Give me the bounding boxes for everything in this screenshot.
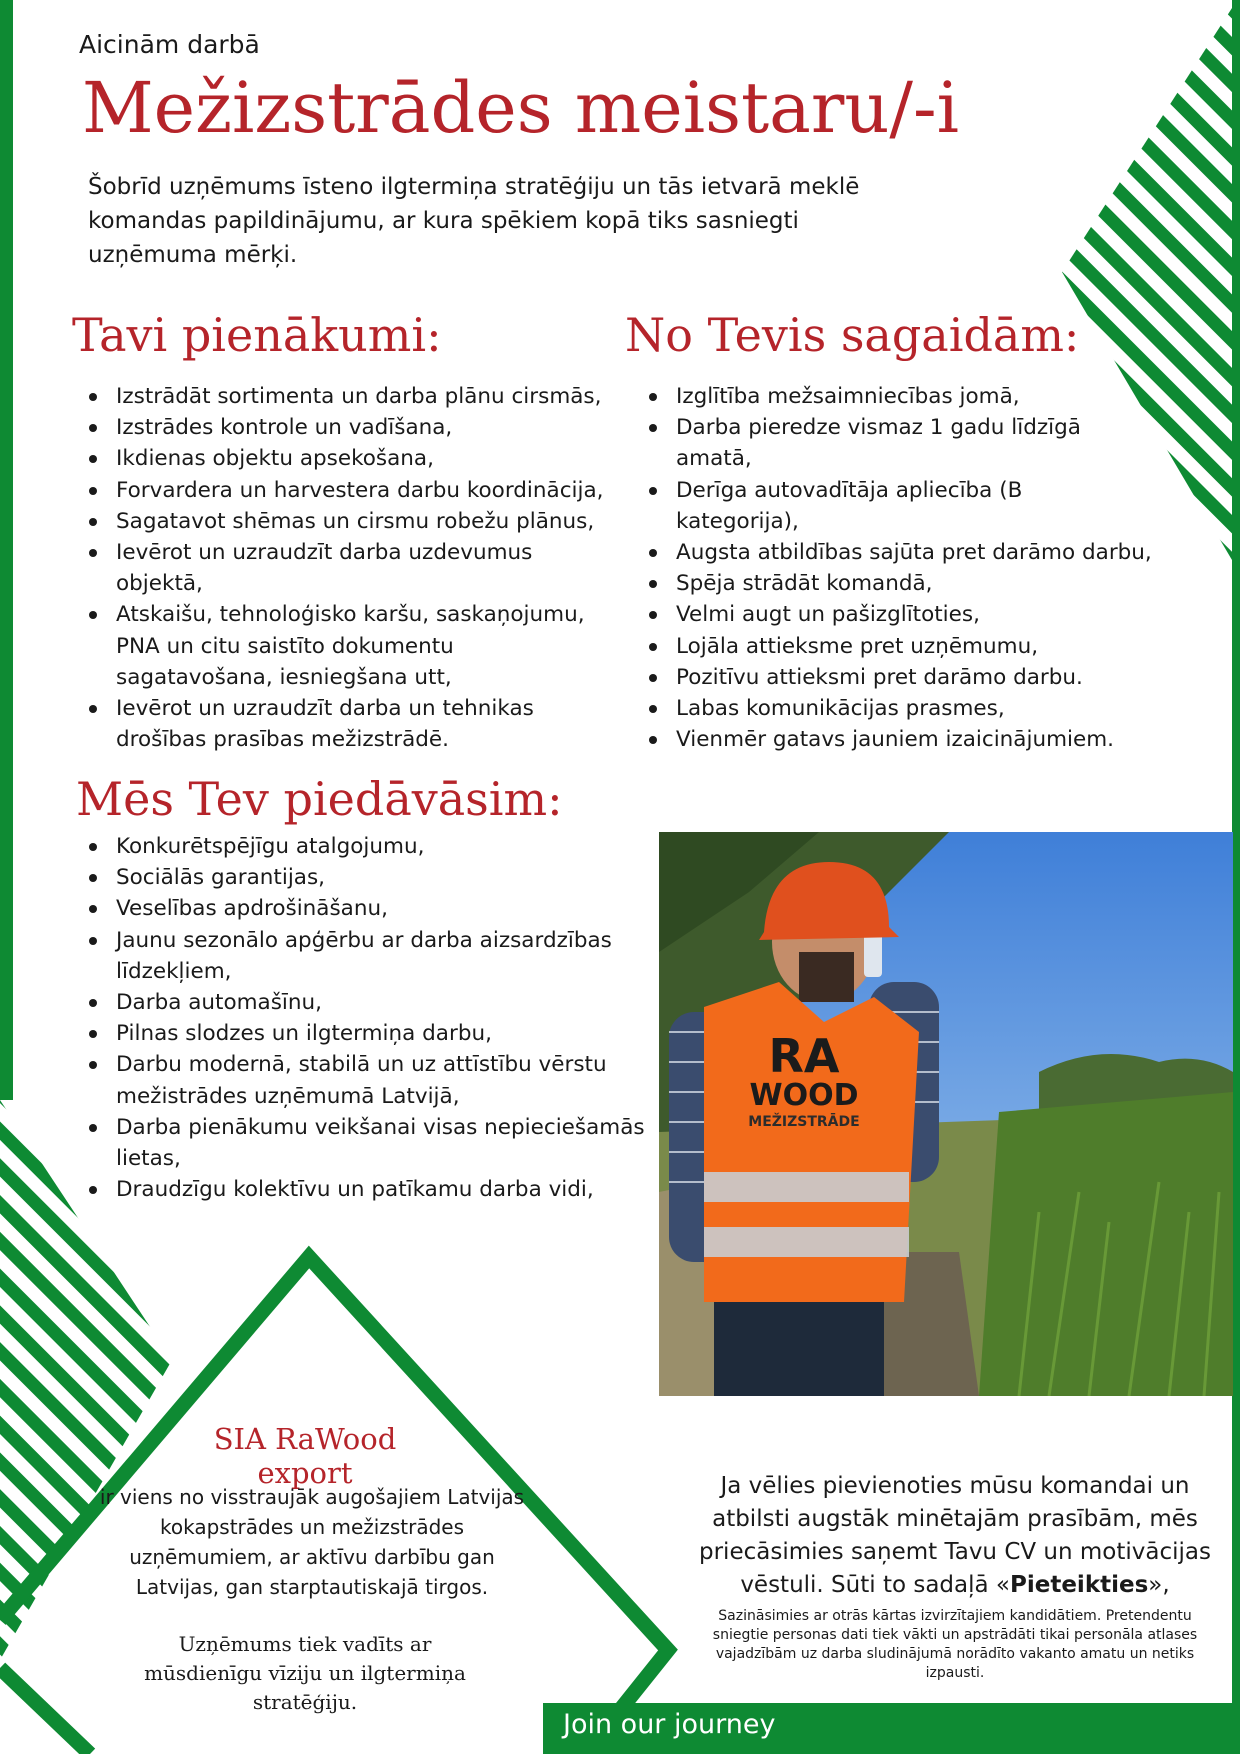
cta-text-before: Ja vēlies pievienoties mūsu komandai un atbilsti augstāk minētajām prasībām, mēs priecāsimies saņemt Tavu CV un motivācijas vēstuli. Sūti to sadaļā « <box>699 1473 1211 1598</box>
offer-item: Konkurētspējīgu atalgojumu, <box>94 831 652 862</box>
offer-item: Darba pienākumu veikšanai visas nepieciešamās lietas, <box>94 1112 652 1174</box>
requirement-item: Izglītība mežsaimniecības jomā, <box>654 381 1152 412</box>
company-name: SIA RaWood export <box>213 1422 397 1490</box>
requirement-item: Pozitīvu attieksmi pret darāmo darbu. <box>654 662 1152 693</box>
requirement-item: Darba pieredze vismaz 1 gadu līdzīgā amatā, <box>654 412 1152 474</box>
offer-item: Darbu modernā, stabilā un uz attīstību vērstu mežistrādes uzņēmumā Latvijā, <box>94 1049 652 1111</box>
page-title: Mežizstrādes meistaru/-i <box>82 67 960 149</box>
requirement-item: Spēja strādāt komandā, <box>654 568 1152 599</box>
duty-item: Izstrādes kontrole un vadīšana, <box>94 412 612 443</box>
requirement-item: Augsta atbildības sajūta pret darāmo darbu, <box>654 537 1152 568</box>
duties-heading: Tavi pienākumi: <box>72 308 442 362</box>
duty-item: Ievērot un uzraudzīt darba uzdevumus objektā, <box>94 537 612 599</box>
requirement-item: Lojāla attieksme pret uzņēmumu, <box>654 631 1152 662</box>
requirement-item: Labas komunikācijas prasmes, <box>654 693 1152 724</box>
join-our-journey-label: Join our journey <box>563 1709 776 1740</box>
duty-item: Izstrādāt sortimenta un darba plānu cirsmās, <box>94 381 612 412</box>
requirement-item: Velmi augt un pašizglītoties, <box>654 599 1152 630</box>
requirements-list <box>632 381 1152 755</box>
cta-text-after: », <box>1148 1572 1170 1598</box>
offer-item: Darba automašīnu, <box>94 987 652 1018</box>
apply-link[interactable]: Pieteikties <box>1010 1572 1149 1598</box>
worker-photo <box>659 832 1233 1396</box>
cta-paragraph <box>690 1470 1220 1602</box>
duty-item: Atskaišu, tehnoloģisko karšu, saskaņojumu, PNA un citu saistīto dokumentu sagatavošana, iesniegšana utt, <box>94 599 612 693</box>
vest-logo-wood: WOOD <box>749 1078 859 1113</box>
offer-list <box>72 831 652 1205</box>
requirement-item: Vienmēr gatavs jauniem izaicinājumiem. <box>654 724 1152 755</box>
duty-item: Forvardera un harvestera darbu koordinācija, <box>94 475 612 506</box>
vest-logo-subtitle: MEŽIZSTRĀDE <box>748 1114 860 1130</box>
offer-item: Sociālās garantijas, <box>94 862 652 893</box>
intro-paragraph: Šobrīd uzņēmums īsteno ilgtermiņa stratēģiju un tās ietvarā meklē komandas papildinājumu, ar kura spēkiem kopā tiks sasniegti uzņēmuma mērķi. <box>88 174 860 268</box>
company-vision: Uzņēmums tiek vadīts ar mūsdienīgu vīziju un ilgtermiņa stratēģiju. <box>144 1632 466 1714</box>
company-description: ir viens no visstraujāk augošajiem Latvijas kokapstrādes un mežizstrādes uzņēmumiem, ar aktīvu darbību gan Latvijas, gan starptautiskajā tirgos. <box>99 1485 525 1599</box>
offer-item: Pilnas slodzes un ilgtermiņa darbu, <box>94 1018 652 1049</box>
privacy-note: Sazināsimies ar otrās kārtas izvirzītajiem kandidātiem. Pretendentu sniegtie personas dati tiek vākti un apstrādāti tikai personāla atlases vajadzībām uz darba sludinājumā norādīto vakanto amatu un netiks izpausti. <box>712 1608 1198 1681</box>
offer-heading: Mēs Tev piedāvāsim: <box>76 772 563 826</box>
duty-item: Sagatavot shēmas un cirsmu robežu plānus, <box>94 506 612 537</box>
diamond-outline-bottom-left <box>0 1668 90 1754</box>
vest-logo-ra: RA <box>768 1029 840 1083</box>
offer-item: Veselības apdrošināšanu, <box>94 893 652 924</box>
eyebrow-text: Aicinām darbā <box>79 30 260 59</box>
duties-list <box>72 381 612 755</box>
offer-item: Jaunu sezonālo apģērbu ar darba aizsardzības līdzekļiem, <box>94 925 652 987</box>
duty-item: Ievērot un uzraudzīt darba un tehnikas drošības prasības mežizstrādē. <box>94 693 612 755</box>
offer-item: Draudzīgu kolektīvu un patīkamu darba vidi, <box>94 1174 652 1205</box>
duty-item: Ikdienas objektu apsekošana, <box>94 443 612 474</box>
requirements-heading: No Tevis sagaidām: <box>625 308 1080 362</box>
requirement-item: Derīga autovadītāja apliecība (B kategorija), <box>654 475 1152 537</box>
